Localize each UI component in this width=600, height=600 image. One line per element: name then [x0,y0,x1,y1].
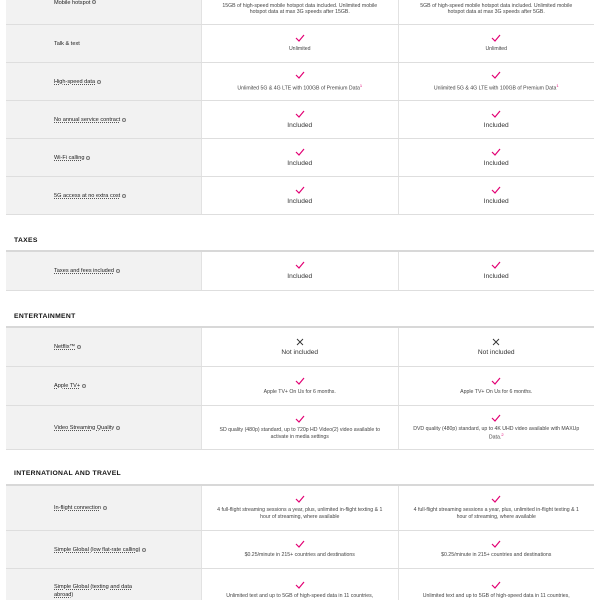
plan2-value: Included [483,121,509,129]
checkmark-icon [491,110,501,118]
checkmark-icon [295,540,305,548]
info-icon[interactable] [86,156,90,160]
plan2-value [434,83,559,92]
plan1-value: 15GB of high-speed mobile hotspot data included. Unlimited mobile hotspot data at max 3G speeds after 15GB. [222,2,378,16]
checkmark-icon [295,415,305,423]
plan2-value: Included [483,197,509,205]
row-label [6,367,202,405]
info-icon[interactable] [142,548,146,552]
plan2-cell [399,569,595,600]
info-icon[interactable] [116,269,120,273]
plan2-cell [399,0,595,24]
checkmark-icon [491,261,501,269]
row-label [6,531,202,568]
plan2-value-text: DVD quality (480p) standard, up to 4K UHD video available with MAXUp Data. [413,425,580,441]
plan2-value: Apple TV+ On Us for 6 months. [460,388,533,395]
section-title-international: INTERNATIONAL AND TRAVEL [14,470,122,477]
plan2-cell [399,139,595,176]
row-label [6,569,202,600]
plan1-value: Included [287,273,313,280]
checkmark-icon [491,186,501,194]
row-high-speed-data [6,63,594,100]
row-5g-access [6,177,594,214]
plan1-cell [202,406,399,449]
checkmark-icon [295,110,305,118]
row-netflix [6,328,594,366]
row-label [6,406,202,449]
plan2-value-text: Unlimited 5G & 4G LTE with 100GB of Premium Data [433,85,557,92]
row-taxes-fees [6,252,594,290]
plan1-cell [202,569,399,600]
plan2-value: 5GB of high-speed mobile hotspot data included. Unlimited mobile hotspot data at max 3G speeds after 5GB. [420,2,573,16]
plan1-value: $0.25/minute in 215+ countries and destinations [244,552,355,559]
plan1-cell [202,139,399,176]
row-label-text: Mobile hotspot [54,0,91,6]
plan1-cell [202,101,399,138]
plan1-cell [202,0,399,24]
info-icon[interactable] [82,384,86,388]
plan2-cell [399,486,595,530]
plan1-value: Included [287,121,313,129]
plan1-value: 4 full-flight streaming sessions a year, plus, unlimited in-flight texting & 1 hour of streaming, where available [217,507,383,520]
plan1-cell [202,367,399,405]
section-title-entertainment: ENTERTAINMENT [14,313,76,320]
plan1-cell [202,63,399,100]
checkmark-icon [491,581,501,589]
info-icon[interactable] [77,345,81,349]
plan2-cell [399,531,595,568]
row-label [6,486,202,530]
row-label-text[interactable]: In-flight connection [54,505,101,511]
divider [6,449,594,450]
plan2-value: Unlimited text and up to 5GB of high-speed data in 11 countries, [422,593,570,599]
plan2-value [413,426,581,442]
plan1-cell [202,531,399,568]
row-label-text[interactable]: 5G access at no extra cost [54,192,121,199]
plan1-cell [202,252,399,290]
checkmark-icon [491,540,501,548]
row-wifi-calling [6,139,594,176]
plan1-value: Included [287,197,313,205]
footnote-marker[interactable]: 1 [556,82,559,88]
row-label [6,139,202,176]
plan2-cell [399,252,595,290]
plan1-cell [202,486,399,530]
plan2-value: $0.25/minute in 215+ countries and destinations [441,552,552,559]
plan1-cell [202,328,399,366]
plan1-value: Unlimited [288,46,311,53]
checkmark-icon [295,377,305,385]
row-label [6,25,202,62]
row-label-text[interactable]: Apple TV+ [54,383,81,389]
row-label-text: Talk & text [54,40,80,47]
plan1-value-text: Unlimited 5G & 4G LTE with 100GB of Premium Data [237,85,360,92]
row-no-annual-contract [6,101,594,138]
plan2-cell [399,177,595,214]
plan2-value: Included [483,273,509,280]
plan1-value [237,83,362,92]
row-simple-global-calling [6,531,594,568]
checkmark-icon [295,148,305,156]
plan2-value: Included [483,159,509,167]
row-label-text[interactable]: Simple Global (texting and data abroad) [54,584,133,598]
plan1-value: Apple TV+ On Us for 6 months. [263,388,336,395]
plan1-value: SD quality (480p) standard, up to 720p HD Video(2) video available to activate in media settings [219,426,381,440]
footnote-marker[interactable]: 2 [501,432,504,438]
row-label [6,63,202,100]
row-inflight [6,486,594,530]
plan2-value: 4 full-flight streaming sessions a year, plus, unlimited in-flight texting & 1 hour of streaming, where available [413,507,579,520]
plan1-cell [202,177,399,214]
divider [6,290,594,291]
plan1-value: Unlimited text and up to 5GB of high-speed data in 11 countries, [226,593,374,599]
row-label-text[interactable]: Netflix™ [54,344,76,350]
plan2-cell [399,63,595,100]
section-title-taxes: TAXES [14,237,38,244]
checkmark-icon [491,414,501,422]
checkmark-icon [491,34,501,42]
checkmark-icon [295,261,305,269]
plan2-value: Not included [477,348,515,356]
row-label [6,177,202,214]
checkmark-icon [295,581,305,589]
plan1-cell [202,25,399,62]
plan1-value: Included [287,159,313,167]
row-apple-tv [6,367,594,405]
plan2-cell [399,406,595,449]
row-label [6,101,202,138]
checkmark-icon [295,186,305,194]
info-icon[interactable] [103,506,107,510]
cross-icon [492,338,500,346]
checkmark-icon [491,495,501,503]
row-talk-text [6,25,594,62]
row-label-text[interactable]: No annual service contract [54,116,121,123]
checkmark-icon [491,71,501,79]
plan2-value: Unlimited [485,46,508,53]
plan2-cell [399,25,595,62]
row-simple-global-text [6,569,594,600]
row-label [6,252,202,290]
row-label [6,328,202,366]
checkmark-icon [295,71,305,79]
row-label-text[interactable]: Simple Global (low flat-rate calling) [54,546,141,553]
info-icon[interactable] [92,0,96,4]
row-label-text[interactable]: Wi-Fi calling [54,154,85,161]
plan2-cell [399,101,595,138]
checkmark-icon [295,34,305,42]
checkmark-icon [491,377,501,385]
row-label-text[interactable]: Video Streaming Quality [54,424,115,431]
info-icon[interactable] [122,118,126,122]
row-label-text[interactable]: High-speed data [54,78,96,85]
row-label [6,0,202,24]
cross-icon [296,338,304,346]
checkmark-icon [295,495,305,503]
info-icon[interactable] [116,426,120,430]
info-icon[interactable] [97,80,101,84]
divider [6,214,594,215]
checkmark-icon [491,148,501,156]
info-icon[interactable] [122,194,126,198]
plan2-cell [399,367,595,405]
footnote-marker[interactable]: 1 [359,82,363,88]
row-video-streaming [6,406,594,449]
plan2-cell [399,328,595,366]
row-mobile-hotspot [6,0,594,24]
row-label-text[interactable]: Taxes and fees included [54,268,115,274]
plan1-value: Not included [281,348,319,356]
